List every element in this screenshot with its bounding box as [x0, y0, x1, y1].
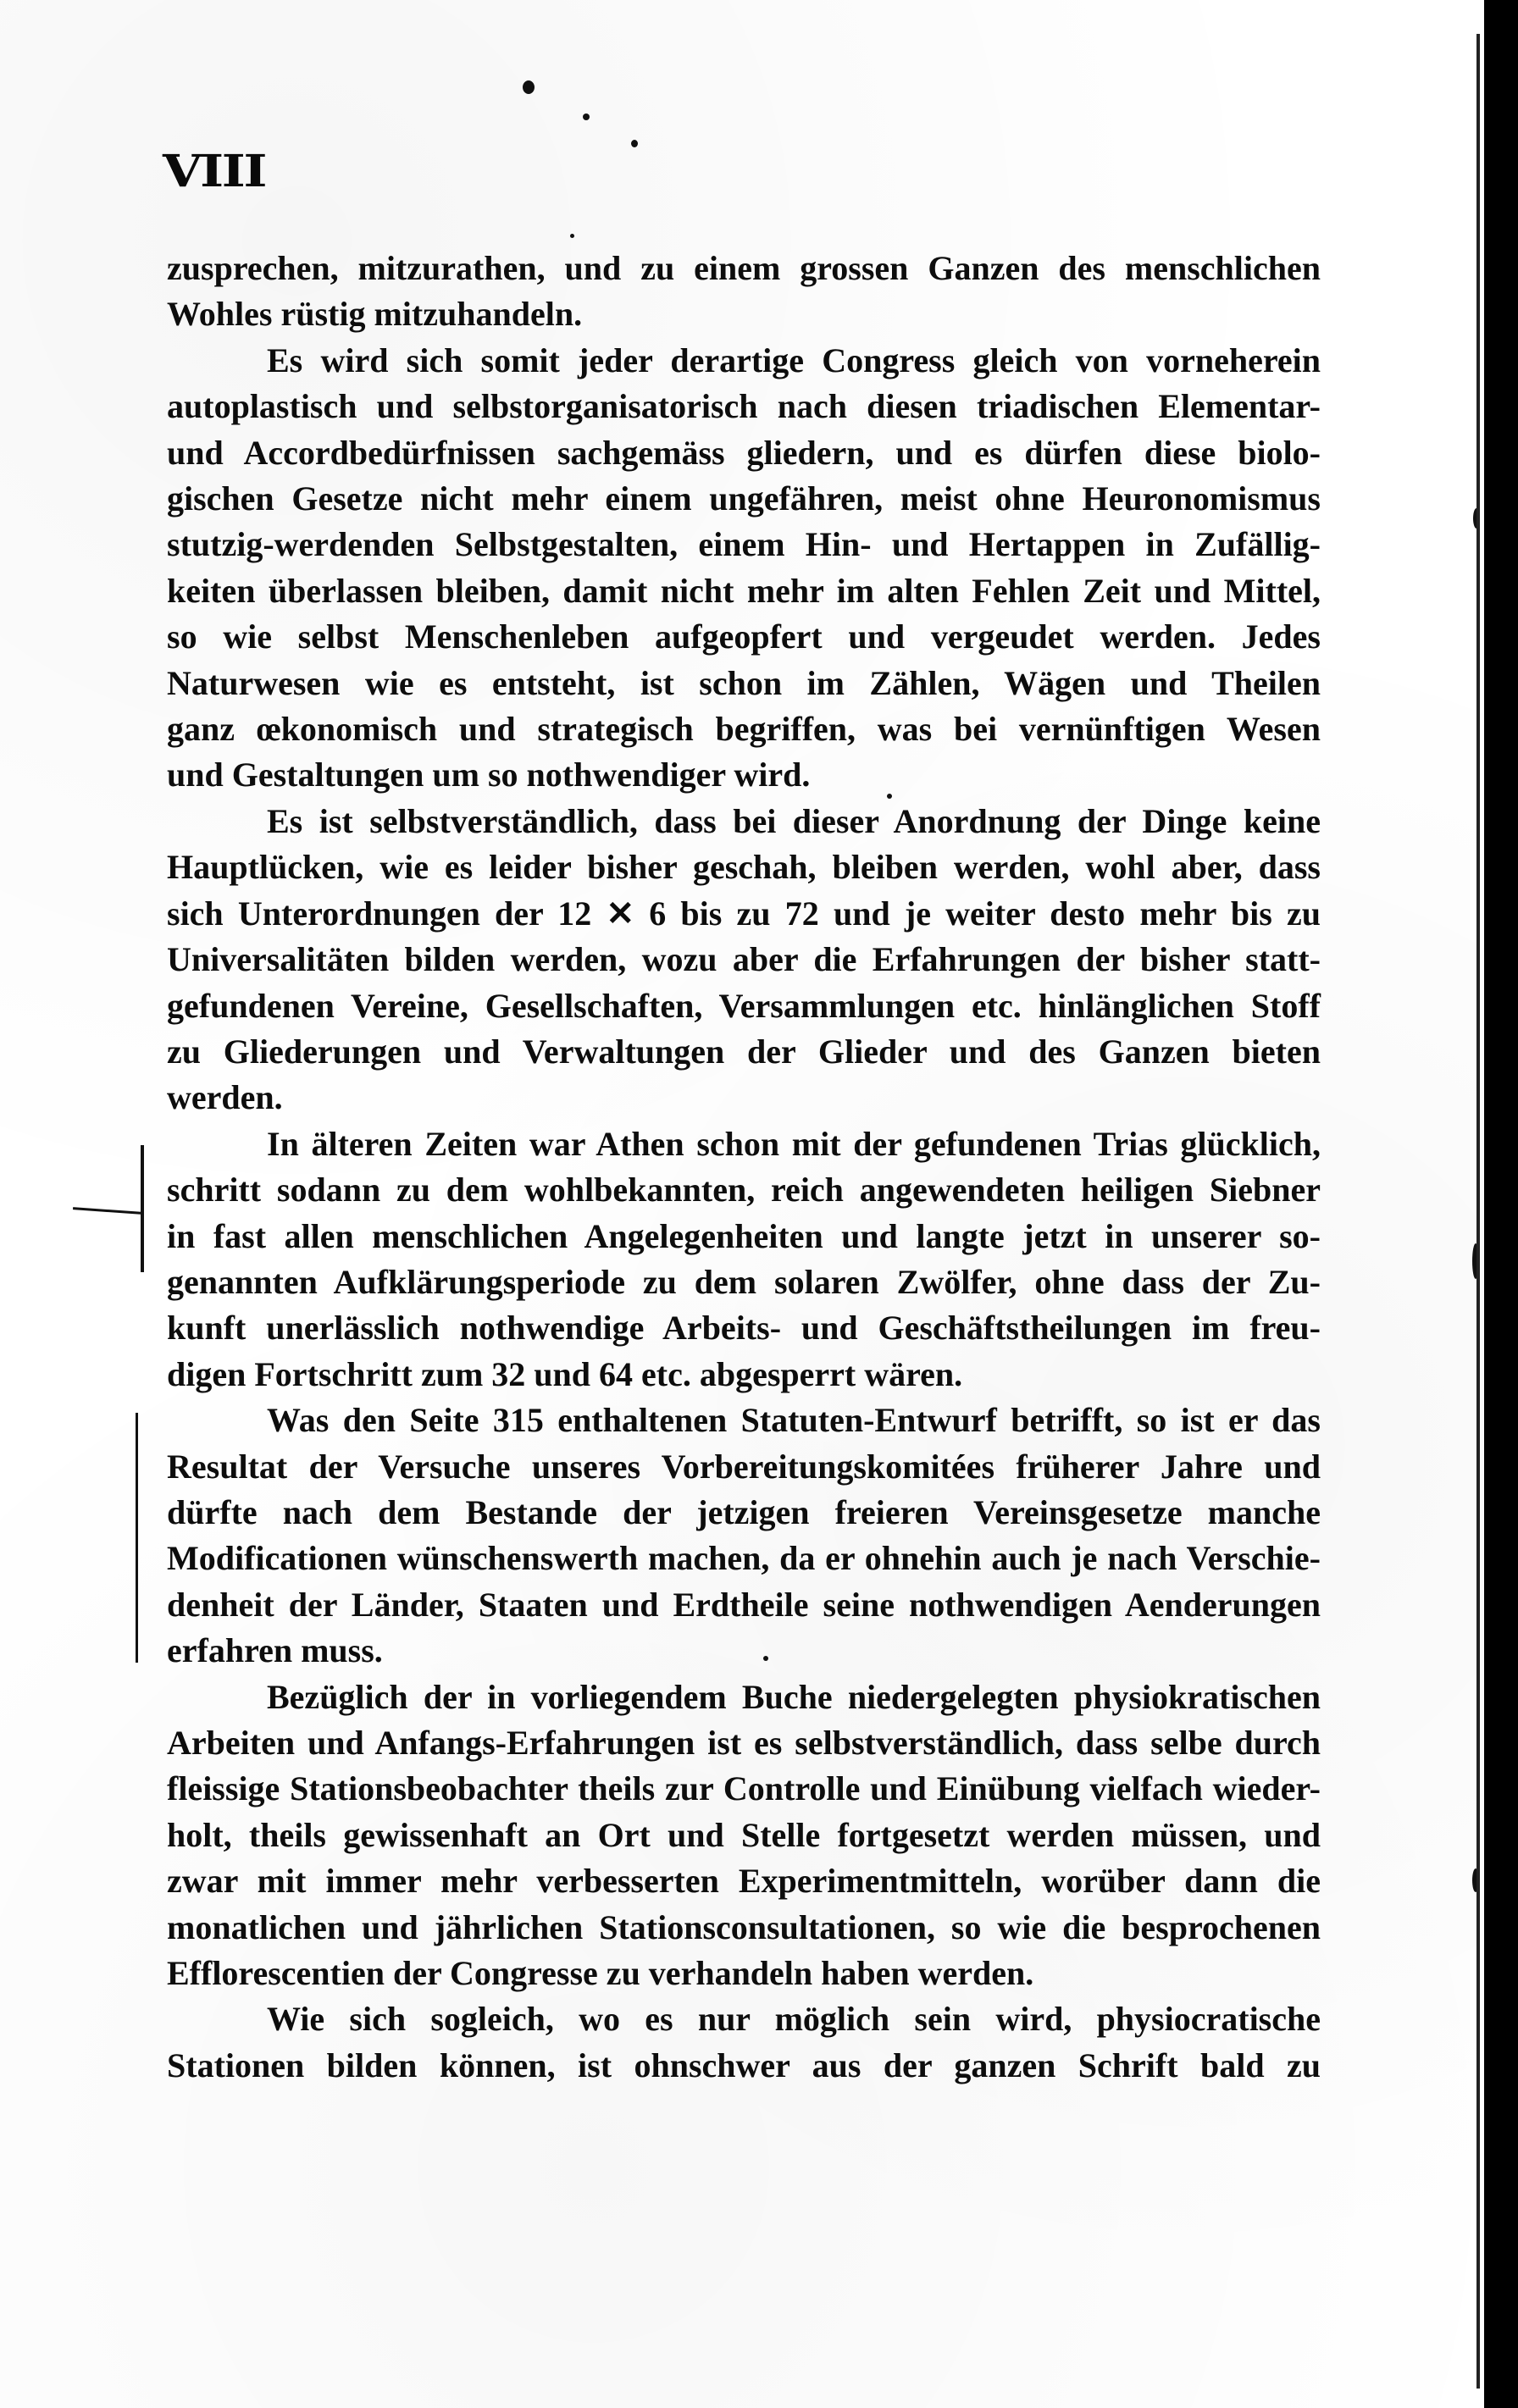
text-line: Es ist selbstverständlich, dass bei dieser Anordnung der Dinge keine: [267, 801, 1321, 840]
text-line: holt, theils gewissenhaft an Ort und Stelle fortgesetzt werden müssen, und: [167, 1815, 1321, 1854]
text-line: zusprechen, mitzurathen, und zu einem grossen Ganzen des menschlichen: [167, 249, 1321, 287]
text-line: Naturwesen wie es entsteht, ist schon im Zählen, Wägen und Theilen: [167, 663, 1321, 702]
text-line: schritt sodann zu dem wohlbekannten, reich angewendeten heiligen Siebner: [167, 1171, 1321, 1210]
dust-speck: [631, 140, 638, 147]
text-line: denheit der Länder, Staaten und Erdtheile seine nothwendigen Aenderungen: [167, 1585, 1321, 1624]
text-line: sich Unterordnungen der 12 ✕ 6 bis zu 72 und je weiter desto mehr bis zu: [167, 894, 1321, 933]
text-line: zwar mit immer mehr verbesserten Experimentmitteln, worüber dann die: [167, 1862, 1321, 1901]
text-line: so wie selbst Menschenleben aufgeopfert und vergeudet werden. Jedes: [167, 617, 1321, 656]
margin-bracket-mark: [141, 1145, 144, 1272]
dust-speck: [523, 80, 535, 94]
text-line: genannten Aufklärungsperiode zu dem solaren Zwölfer, ohne dass der Zu-: [167, 1262, 1321, 1301]
text-line: digen Fortschritt zum 32 und 64 etc. abgesperrt wären.: [167, 1354, 963, 1393]
text-line: Efflorescentien der Congresse zu verhandeln haben werden.: [167, 1954, 1034, 1993]
text-line: dürfte nach dem Bestande der jetzigen freieren Vereinsgesetze manche: [167, 1492, 1321, 1531]
text-line: Wohles rüstig mitzuhandeln.: [167, 295, 583, 334]
scan-border: [1484, 0, 1518, 2408]
text-line: In älteren Zeiten war Athen schon mit der gefundenen Trias glücklich,: [267, 1124, 1321, 1163]
text-line: Resultat der Versuche unseres Vorbereitungskomitées früherer Jahre und: [167, 1447, 1321, 1486]
text-line: werden.: [167, 1078, 283, 1117]
text-line: Es wird sich somit jeder derartige Congress gleich von vorneherein: [267, 340, 1321, 379]
text-line: keiten überlassen bleiben, damit nicht mehr im alten Fehlen Zeit und Mittel,: [167, 571, 1321, 610]
body-text: [167, 246, 1321, 2089]
dust-speck: [583, 113, 590, 120]
text-line: stutzig-werdenden Selbstgestalten, einem Hin- und Hertappen in Zufällig-: [167, 525, 1321, 564]
text-line: in fast allen menschlichen Angelegenheiten und langte jetzt in unserer so-: [167, 1216, 1321, 1255]
text-line: Hauptlücken, wie es leider bisher geschah, bleiben werden, wohl aber, dass: [167, 848, 1321, 887]
margin-bracket-mark: [136, 1413, 138, 1663]
text-line: Modificationen wünschenswerth machen, da er ohnehin auch je nach Verschie-: [167, 1539, 1321, 1578]
text-line: zu Gliederungen und Verwaltungen der Glieder und des Ganzen bieten: [167, 1032, 1321, 1071]
text-line: kunft unerlässlich nothwendige Arbeits- und Geschäftstheilungen im freu-: [167, 1309, 1321, 1348]
dust-speck: [763, 1656, 768, 1661]
text-line: Arbeiten und Anfangs-Erfahrungen ist es selbstverständlich, dass selbe durch: [167, 1724, 1321, 1762]
text-line: monatlichen und jährlichen Stationsconsultationen, so wie die besprochenen: [167, 1907, 1321, 1946]
text-line: ganz œkonomisch und strategisch begriffen, was bei vernünftigen Wesen: [167, 710, 1321, 749]
text-line: Bezüglich der in vorliegendem Buche niedergelegten physiokratischen: [267, 1677, 1321, 1716]
text-line: Wie sich sogleich, wo es nur möglich sein wird, physiocratische: [267, 2000, 1321, 2039]
text-line: Stationen bilden können, ist ohnschwer aus der ganzen Schrift bald zu: [167, 2045, 1321, 2084]
page-number: VIII: [163, 146, 266, 197]
page-edge-line: [1476, 34, 1480, 2389]
text-line: gefundenen Vereine, Gesellschaften, Versammlungen etc. hinlänglichen Stoff: [167, 986, 1321, 1025]
dust-speck: [570, 234, 574, 238]
text-line: autoplastisch und selbstorganisatorisch nach diesen triadischen Elementar-: [167, 387, 1321, 426]
text-line: und Gestaltungen um so nothwendiger wird.: [167, 756, 811, 794]
margin-dash-mark: [73, 1207, 142, 1215]
text-line: Was den Seite 315 enthaltenen Statuten-Entwurf betrifft, so ist er das: [267, 1401, 1321, 1440]
text-line: Universalitäten bilden werden, wozu aber die Erfahrungen der bisher statt-: [167, 940, 1321, 979]
text-line: fleissige Stationsbeobachter theils zur Controlle und Einübung vielfach wieder-: [167, 1769, 1321, 1808]
text-line: und Accordbedürfnissen sachgemäss gliedern, und es dürfen diese biolo-: [167, 433, 1321, 472]
text-line: gischen Gesetze nicht mehr einem ungefähren, meist ohne Heuronomismus: [167, 479, 1321, 518]
text-line: erfahren muss.: [167, 1631, 383, 1670]
dust-speck: [887, 794, 892, 799]
